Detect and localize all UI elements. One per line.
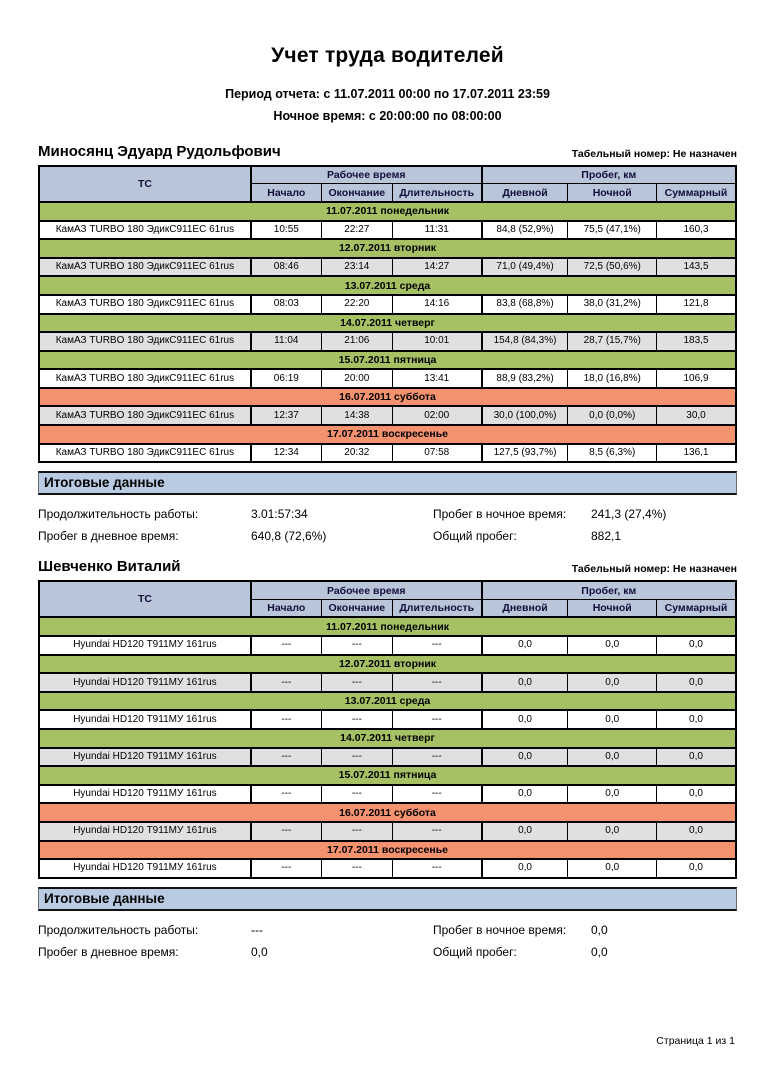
work-duration-label: Продолжительность работы: bbox=[38, 507, 199, 522]
end-time-cell: --- bbox=[321, 710, 392, 729]
driver-header bbox=[38, 143, 737, 160]
day-mileage-cell: 0,0 bbox=[482, 785, 568, 804]
duration-cell: 11:31 bbox=[392, 221, 481, 240]
page-number: Страница 1 из 1 bbox=[656, 1035, 735, 1047]
day-mileage-cell: 84,8 (52,9%) bbox=[482, 221, 568, 240]
night-mileage-cell: 28,7 (15,7%) bbox=[568, 332, 657, 351]
night-mileage-cell: 75,5 (47,1%) bbox=[568, 221, 657, 240]
date-band: 16.07.2011 суббота bbox=[39, 803, 736, 822]
day-mileage-cell: 71,0 (49,4%) bbox=[482, 258, 568, 277]
end-time-cell: 21:06 bbox=[321, 332, 392, 351]
vehicle-cell: КамАЗ TURBO 180 ЭдикС911ЕС 61rus bbox=[39, 295, 251, 314]
duration-cell: 14:27 bbox=[392, 258, 481, 277]
start-time-cell: 12:37 bbox=[251, 406, 321, 425]
vehicle-cell: КамАЗ TURBO 180 ЭдикС911ЕС 61rus bbox=[39, 258, 251, 277]
driver-section bbox=[38, 558, 737, 959]
duration-cell: --- bbox=[392, 673, 481, 692]
day-mileage-label: Пробег в дневное время: bbox=[38, 529, 179, 544]
column-header-end: Окончание bbox=[321, 599, 392, 617]
end-time-cell: --- bbox=[321, 673, 392, 692]
duration-cell: 07:58 bbox=[392, 444, 481, 463]
day-mileage-cell: 30,0 (100,0%) bbox=[482, 406, 568, 425]
column-header-total-mileage: Суммарный bbox=[657, 599, 737, 617]
day-mileage-cell: 0,0 bbox=[482, 673, 568, 692]
night-mileage-cell: 72,5 (50,6%) bbox=[568, 258, 657, 277]
duration-cell: --- bbox=[392, 859, 481, 878]
date-band: 14.07.2011 четверг bbox=[39, 314, 736, 333]
duration-cell: --- bbox=[392, 636, 481, 655]
end-time-cell: 22:20 bbox=[321, 295, 392, 314]
vehicle-cell: КамАЗ TURBO 180 ЭдикС911ЕС 61rus bbox=[39, 369, 251, 388]
personnel-number-label: Табельный номер: Не назначен bbox=[571, 147, 737, 160]
end-time-cell: --- bbox=[321, 859, 392, 878]
night-mileage-label: Пробег в ночное время: bbox=[433, 922, 567, 937]
end-time-cell: --- bbox=[321, 636, 392, 655]
day-mileage-cell: 0,0 bbox=[482, 822, 568, 841]
summary-grid bbox=[38, 923, 737, 959]
column-header-duration: Длительность bbox=[392, 599, 481, 617]
total-mileage-cell: 136,1 bbox=[657, 444, 737, 463]
total-mileage-cell: 160,3 bbox=[657, 221, 737, 240]
night-mileage-cell: 0,0 bbox=[568, 859, 657, 878]
total-mileage-cell: 121,8 bbox=[657, 295, 737, 314]
end-time-cell: --- bbox=[321, 822, 392, 841]
vehicle-cell: Hyundai HD120 Т911МУ 161rus bbox=[39, 785, 251, 804]
start-time-cell: --- bbox=[251, 710, 321, 729]
column-header-day-mileage: Дневной bbox=[482, 184, 568, 202]
total-mileage-cell: 0,0 bbox=[657, 748, 737, 767]
driver-header bbox=[38, 558, 737, 575]
total-mileage-cell: 183,5 bbox=[657, 332, 737, 351]
date-band: 14.07.2011 четверг bbox=[39, 729, 736, 748]
column-header-end: Окончание bbox=[321, 184, 392, 202]
vehicle-cell: КамАЗ TURBO 180 ЭдикС911ЕС 61rus bbox=[39, 332, 251, 351]
end-time-cell: 20:00 bbox=[321, 369, 392, 388]
duration-cell: 10:01 bbox=[392, 332, 481, 351]
start-time-cell: 11:04 bbox=[251, 332, 321, 351]
driver-name: Шевченко Виталий bbox=[38, 558, 181, 576]
end-time-cell: --- bbox=[321, 785, 392, 804]
start-time-cell: 06:19 bbox=[251, 369, 321, 388]
date-band: 13.07.2011 среда bbox=[39, 692, 736, 711]
total-mileage-cell: 0,0 bbox=[657, 673, 737, 692]
group-header-work-time: Рабочее время bbox=[251, 166, 482, 184]
start-time-cell: --- bbox=[251, 748, 321, 767]
date-band: 15.07.2011 пятница bbox=[39, 351, 736, 370]
driver-sections bbox=[38, 143, 737, 959]
total-mileage-cell: 30,0 bbox=[657, 406, 737, 425]
night-time-line: Ночное время: с 20:00:00 по 08:00:00 bbox=[273, 108, 502, 123]
start-time-cell: --- bbox=[251, 785, 321, 804]
column-header-start: Начало bbox=[251, 599, 321, 617]
day-mileage-cell: 127,5 (93,7%) bbox=[482, 444, 568, 463]
group-header-work-time: Рабочее время bbox=[251, 581, 482, 599]
end-time-cell: 23:14 bbox=[321, 258, 392, 277]
night-mileage-cell: 38,0 (31,2%) bbox=[568, 295, 657, 314]
start-time-cell: 12:34 bbox=[251, 444, 321, 463]
end-time-cell: 14:38 bbox=[321, 406, 392, 425]
day-mileage-cell: 83,8 (68,8%) bbox=[482, 295, 568, 314]
duration-cell: 13:41 bbox=[392, 369, 481, 388]
night-mileage-cell: 0,0 bbox=[568, 785, 657, 804]
total-mileage-cell: 0,0 bbox=[657, 785, 737, 804]
date-band: 12.07.2011 вторник bbox=[39, 655, 736, 674]
date-band: 16.07.2011 суббота bbox=[39, 388, 736, 407]
total-mileage-value: 882,1 bbox=[591, 529, 622, 544]
vehicle-cell: КамАЗ TURBO 180 ЭдикС911ЕС 61rus bbox=[39, 444, 251, 463]
day-mileage-cell: 0,0 bbox=[482, 859, 568, 878]
duration-cell: 02:00 bbox=[392, 406, 481, 425]
vehicle-cell: Hyundai HD120 Т911МУ 161rus bbox=[39, 710, 251, 729]
column-header-start: Начало bbox=[251, 184, 321, 202]
start-time-cell: --- bbox=[251, 673, 321, 692]
duration-cell: 14:16 bbox=[392, 295, 481, 314]
date-band: 17.07.2011 воскресенье bbox=[39, 841, 736, 860]
personnel-number-label: Табельный номер: Не назначен bbox=[571, 563, 737, 576]
total-mileage-label: Общий пробег: bbox=[433, 944, 517, 959]
night-mileage-value: 241,3 (27,4%) bbox=[591, 507, 667, 522]
date-band: 15.07.2011 пятница bbox=[39, 766, 736, 785]
duration-cell: --- bbox=[392, 710, 481, 729]
summary-header: Итоговые данные bbox=[38, 471, 737, 495]
night-mileage-cell: 0,0 (0,0%) bbox=[568, 406, 657, 425]
night-mileage-cell: 0,0 bbox=[568, 710, 657, 729]
duration-cell: --- bbox=[392, 748, 481, 767]
driver-table-body bbox=[39, 617, 736, 877]
column-header-total-mileage: Суммарный bbox=[657, 184, 737, 202]
start-time-cell: --- bbox=[251, 822, 321, 841]
night-mileage-label: Пробег в ночное время: bbox=[433, 507, 567, 522]
summary-header: Итоговые данные bbox=[38, 887, 737, 911]
work-duration-label: Продолжительность работы: bbox=[38, 922, 199, 937]
day-mileage-label: Пробег в дневное время: bbox=[38, 944, 179, 959]
day-mileage-value: 640,8 (72,6%) bbox=[251, 529, 327, 544]
driver-name: Миносянц Эдуард Рудольфович bbox=[38, 142, 281, 160]
column-header-night-mileage: Ночной bbox=[568, 599, 657, 617]
end-time-cell: 20:32 bbox=[321, 444, 392, 463]
date-band: 11.07.2011 понедельник bbox=[39, 617, 736, 636]
vehicle-cell: Hyundai HD120 Т911МУ 161rus bbox=[39, 822, 251, 841]
day-mileage-cell: 88,9 (83,2%) bbox=[482, 369, 568, 388]
start-time-cell: --- bbox=[251, 636, 321, 655]
night-mileage-cell: 18,0 (16,8%) bbox=[568, 369, 657, 388]
vehicle-cell: КамАЗ TURBO 180 ЭдикС911ЕС 61rus bbox=[39, 221, 251, 240]
total-mileage-cell: 0,0 bbox=[657, 636, 737, 655]
group-header-mileage: Пробег, км bbox=[482, 581, 736, 599]
start-time-cell: 10:55 bbox=[251, 221, 321, 240]
start-time-cell: --- bbox=[251, 859, 321, 878]
date-band: 13.07.2011 среда bbox=[39, 276, 736, 295]
day-mileage-cell: 0,0 bbox=[482, 710, 568, 729]
night-mileage-cell: 0,0 bbox=[568, 673, 657, 692]
column-header-vehicle: ТС bbox=[39, 581, 251, 617]
start-time-cell: 08:46 bbox=[251, 258, 321, 277]
day-mileage-value: 0,0 bbox=[251, 944, 268, 959]
end-time-cell: --- bbox=[321, 748, 392, 767]
work-duration-value: --- bbox=[251, 922, 263, 937]
start-time-cell: 08:03 bbox=[251, 295, 321, 314]
duration-cell: --- bbox=[392, 785, 481, 804]
day-mileage-cell: 154,8 (84,3%) bbox=[482, 332, 568, 351]
night-mileage-value: 0,0 bbox=[591, 922, 608, 937]
total-mileage-cell: 143,5 bbox=[657, 258, 737, 277]
night-mileage-cell: 0,0 bbox=[568, 748, 657, 767]
date-band: 11.07.2011 понедельник bbox=[39, 202, 736, 221]
duration-cell: --- bbox=[392, 822, 481, 841]
night-mileage-cell: 0,0 bbox=[568, 636, 657, 655]
driver-table-body bbox=[39, 202, 736, 462]
total-mileage-cell: 0,0 bbox=[657, 859, 737, 878]
total-mileage-value: 0,0 bbox=[591, 944, 608, 959]
column-header-vehicle: ТС bbox=[39, 166, 251, 202]
column-header-night-mileage: Ночной bbox=[568, 184, 657, 202]
day-mileage-cell: 0,0 bbox=[482, 636, 568, 655]
column-header-duration: Длительность bbox=[392, 184, 481, 202]
vehicle-cell: Hyundai HD120 Т911МУ 161rus bbox=[39, 636, 251, 655]
end-time-cell: 22:27 bbox=[321, 221, 392, 240]
vehicle-cell: Hyundai HD120 Т911МУ 161rus bbox=[39, 673, 251, 692]
column-header-day-mileage: Дневной bbox=[482, 599, 568, 617]
summary-grid bbox=[38, 507, 737, 543]
total-mileage-cell: 0,0 bbox=[657, 710, 737, 729]
night-mileage-cell: 8,5 (6,3%) bbox=[568, 444, 657, 463]
report-period-line: Период отчета: с 11.07.2011 00:00 по 17.07.2011 23:59 bbox=[225, 87, 550, 101]
driver-section bbox=[38, 143, 737, 544]
date-band: 12.07.2011 вторник bbox=[39, 239, 736, 258]
page-title: Учет труда водителей bbox=[271, 44, 504, 67]
work-duration-value: 3.01:57:34 bbox=[251, 507, 308, 522]
day-mileage-cell: 0,0 bbox=[482, 748, 568, 767]
vehicle-cell: Hyundai HD120 Т911МУ 161rus bbox=[39, 859, 251, 878]
total-mileage-cell: 0,0 bbox=[657, 822, 737, 841]
driver-report-table bbox=[38, 165, 737, 464]
night-mileage-cell: 0,0 bbox=[568, 822, 657, 841]
group-header-mileage: Пробег, км bbox=[482, 166, 736, 184]
date-band: 17.07.2011 воскресенье bbox=[39, 425, 736, 444]
total-mileage-label: Общий пробег: bbox=[433, 529, 517, 544]
total-mileage-cell: 106,9 bbox=[657, 369, 737, 388]
vehicle-cell: Hyundai HD120 Т911МУ 161rus bbox=[39, 748, 251, 767]
vehicle-cell: КамАЗ TURBO 180 ЭдикС911ЕС 61rus bbox=[39, 406, 251, 425]
driver-report-table bbox=[38, 580, 737, 879]
